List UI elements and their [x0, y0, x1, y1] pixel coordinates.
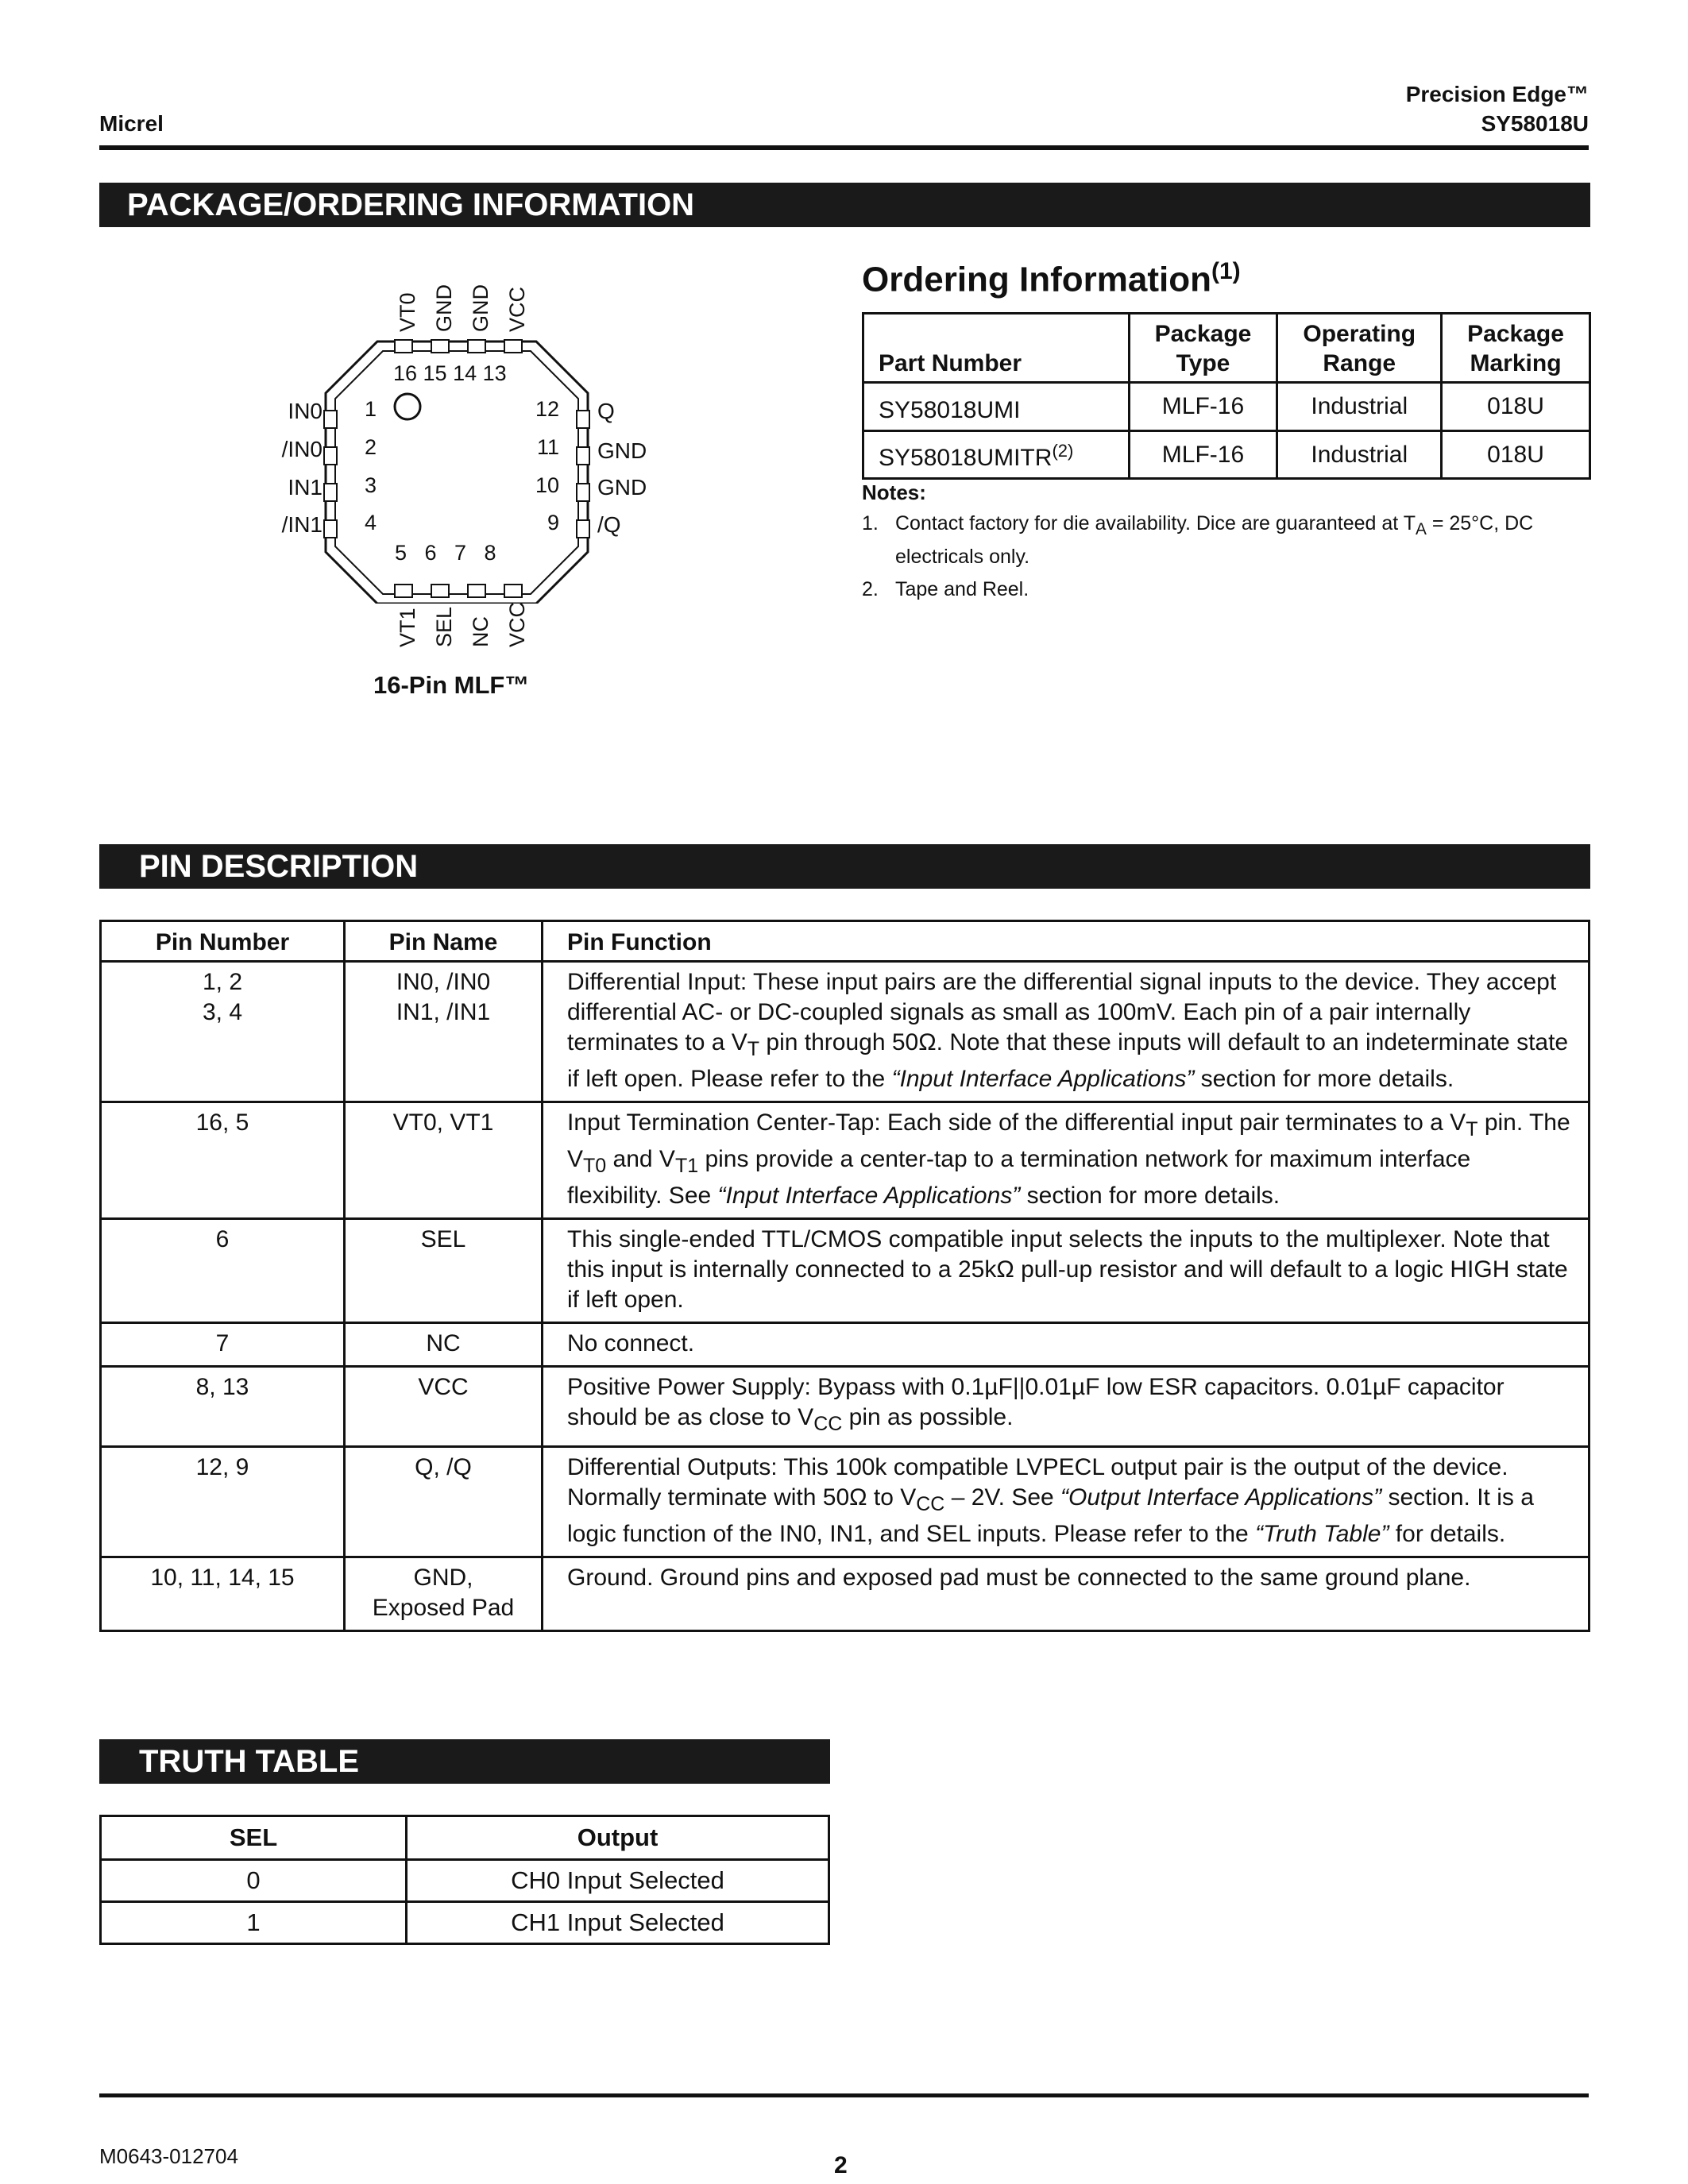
- part-number: SY58018U: [1481, 111, 1589, 136]
- col-pin-name: Pin Name: [345, 921, 543, 962]
- pin-label-left-4: /IN1: [281, 512, 323, 537]
- section-pin-description-title: PIN DESCRIPTION: [99, 844, 1590, 889]
- table-row: 1 CH1 Input Selected: [101, 1902, 829, 1944]
- table-row: 0 CH0 Input Selected: [101, 1860, 829, 1902]
- pin-label-bottom-5: VT1: [396, 608, 419, 647]
- truth-table-header-row: [101, 1816, 829, 1860]
- section-truth-table-title: TRUTH TABLE: [99, 1739, 830, 1784]
- table-row: 8, 13 VCC Positive Power Supply: Bypass with 0.1µF||0.01µF low ESR capacitors. 0.01µF capacitor should be as close to $V_{CC}$ pin as possible.: [101, 1367, 1590, 1447]
- company-name: Micrel: [99, 111, 164, 136]
- pin-label-top-2: GND: [432, 284, 456, 332]
- pin-num-left-1: 1: [365, 397, 377, 421]
- table-row: SY58018UMITR$^{(2)}$ MLF-16 Industrial 018U: [863, 431, 1590, 479]
- pin-num-right-11: 11: [536, 435, 559, 459]
- note-item: 2. Tape and Reel.: [862, 578, 1029, 600]
- pin-num-right-10: 10: [535, 473, 559, 497]
- table-row: 16, 5 VT0, VT1 Input Termination Center-Tap: Each side of the differential input pair terminates to a $V_T$ pin. The $V_{T0}$ and $V_{T1}$ pins provide a center-tap to a termination network for maximum interface flexibility. See “Input Interface Applications” section for more details.: [101, 1102, 1590, 1219]
- ordering-notes: [862, 479, 1593, 604]
- page-number: 2: [834, 2152, 848, 2178]
- notes-title: Notes:: [862, 480, 926, 504]
- col-package-marking: Package Marking: [1442, 314, 1590, 383]
- table-row: 10, 11, 14, 15 GND, Exposed Pad Ground. Ground pins and exposed pad must be connected to the same ground plane.: [101, 1557, 1590, 1631]
- truth-table: [99, 1815, 830, 1945]
- pin-num-left-3: 3: [365, 473, 377, 497]
- pin-label-left-3: IN1: [288, 475, 323, 500]
- pin-label-right-9: /Q: [597, 512, 621, 537]
- col-pin-number: Pin Number: [101, 921, 345, 962]
- ordering-table: [862, 312, 1591, 480]
- header-rule: [99, 145, 1589, 150]
- col-output: Output: [407, 1816, 829, 1860]
- pin-num-left-4: 4: [365, 511, 377, 534]
- pin-label-right-11: GND: [597, 438, 647, 463]
- pin-label-bottom-7: NC: [469, 616, 492, 647]
- ordering-header-row: [863, 314, 1590, 383]
- pin-num-right-12: 12: [535, 397, 559, 421]
- pin-label-top-3: GND: [469, 284, 492, 332]
- table-row: SY58018UMI MLF-16 Industrial 018U: [863, 383, 1590, 431]
- section-package-title: PACKAGE/ORDERING INFORMATION: [99, 183, 1590, 227]
- col-package-type: Package Type: [1129, 314, 1277, 383]
- note-item: 1. Contact factory for die availability. Dice are guaranteed at $T_A = 25^\circ C$, DC electricals only.: [862, 512, 1534, 568]
- col-sel: SEL: [101, 1816, 407, 1860]
- bottom-pin-numbers: 5 6 7 8: [395, 541, 496, 565]
- pin-table-header-row: [101, 921, 1590, 962]
- pin-label-bottom-8: VCC: [505, 601, 529, 647]
- pin-label-left-1: IN0: [288, 399, 323, 423]
- pin-label-right-10: GND: [597, 475, 647, 500]
- table-row: 6 SEL This single-ended TTL/CMOS compatible input selects the inputs to the multiplexer. Note that this input is internally connected to a 25kΩ pull-up resistor and will default to a logic HIGH state if left open.: [101, 1219, 1590, 1323]
- product-line: Precision Edge™: [1405, 82, 1589, 106]
- table-row: 1, 2 3, 4 IN0, /IN0 IN1, /IN1 Differential Input: These input pairs are the differential signal inputs to the device. They accept differential AC- or DC-coupled signals as small as 100mV. Each pin of a pair internally terminates to a $V_T$ pin through 50Ω. Note that these inputs will default to an indeterminate state if left open. Please refer to the “Input Interface Applications” section for more details.: [101, 962, 1590, 1102]
- pin-num-right-9: 9: [547, 511, 559, 534]
- package-caption: 16-Pin MLF™: [373, 671, 530, 699]
- pin-num-left-2: 2: [365, 435, 377, 459]
- table-row: 7 NC No connect.: [101, 1323, 1590, 1367]
- pin-label-right-12: Q: [597, 399, 615, 423]
- col-part-number: Part Number: [863, 314, 1130, 383]
- pin-label-left-2: /IN0: [281, 437, 323, 461]
- footer-rule: [99, 2093, 1589, 2097]
- doc-number: M0643-012704: [99, 2144, 238, 2168]
- ordering-title: Ordering Information$^{(1)}$: [862, 258, 1241, 299]
- col-operating-range: Operating Range: [1277, 314, 1442, 383]
- top-pin-numbers: 16 15 14 13: [393, 361, 507, 385]
- pin-label-top-1: VT0: [396, 292, 419, 332]
- pin-description-table: [99, 920, 1590, 1632]
- pin-label-top-4: VCC: [505, 286, 529, 332]
- col-pin-function: Pin Function: [543, 921, 1590, 962]
- header-product: [1406, 79, 1589, 138]
- table-row: 12, 9 Q, /Q Differential Outputs: This 100k compatible LVPECL output pair is the output of the device. Normally terminate with 50Ω to $V_{CC} - 2V$. See “Output Interface Applications” section. It is a logic function of the IN0, IN1, and SEL inputs. Please refer to the “Truth Table” for details.: [101, 1447, 1590, 1557]
- pin-label-bottom-6: SEL: [432, 606, 456, 647]
